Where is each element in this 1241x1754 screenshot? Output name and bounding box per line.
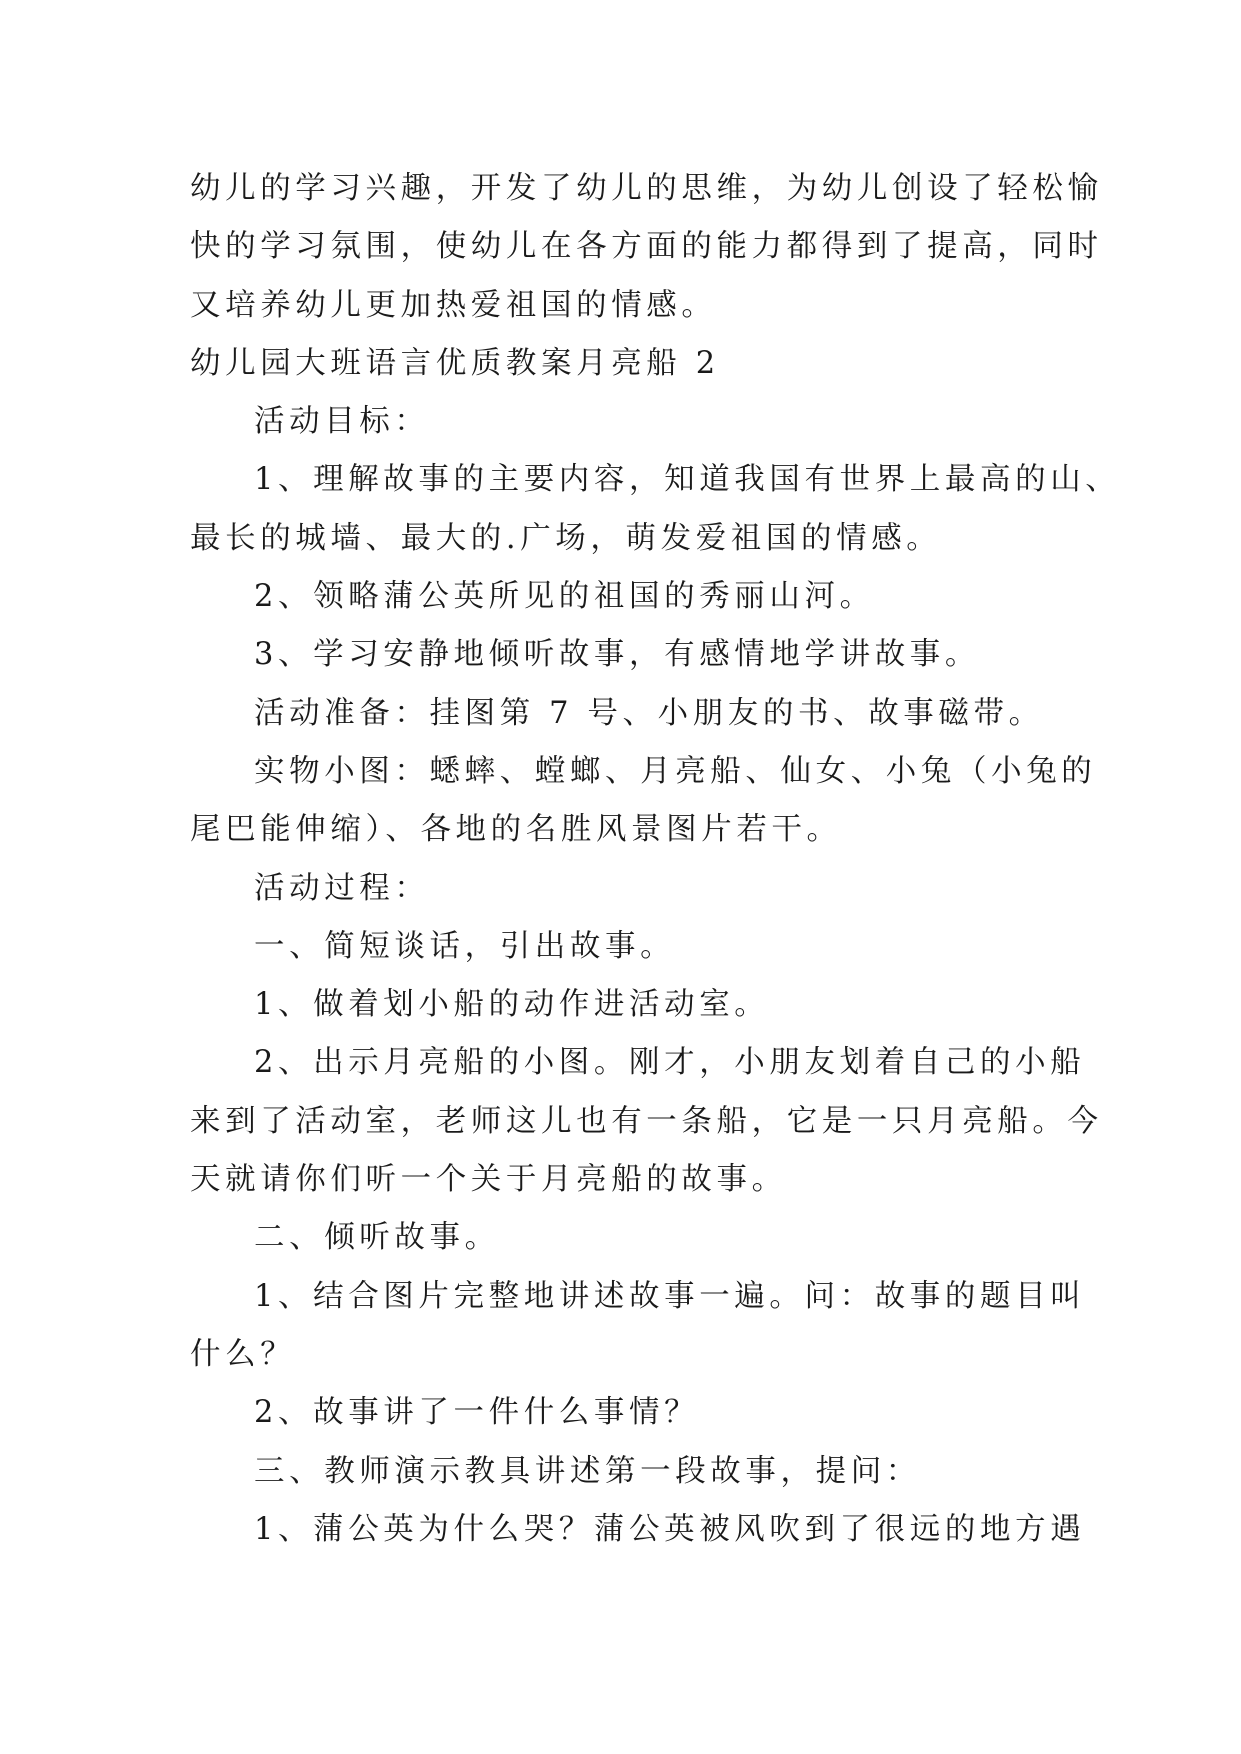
document-line: 活动准备：挂图第 7 号、小朋友的书、故事磁带。 [254,695,1044,731]
document-line: 活动过程： [254,870,430,906]
document-line: 最长的城墙、最大的.广场，萌发爱祖国的情感。 [190,520,942,556]
document-line: 3、学习安静地倾听故事，有感情地学讲故事。 [254,637,981,673]
document-line: 实物小图：蟋蟀、螳螂、月亮船、仙女、小兔（小兔的 [254,753,1097,789]
document-line: 二、倾听故事。 [254,1220,500,1256]
document-line: 尾巴能伸缩）、各地的名胜风景图片若干。 [190,812,842,848]
document-line: 1、结合图片完整地讲述故事一遍。问：故事的题目叫 [254,1278,1086,1314]
document-line: 1、做着划小船的动作进活动室。 [254,987,770,1023]
document-line: 2、领略蒲公英所见的祖国的秀丽山河。 [254,579,875,615]
document-line: 2、故事讲了一件什么事情？ [254,1395,700,1431]
document-line: 1、蒲公英为什么哭？蒲公英被风吹到了很远的地方遇 [254,1511,1086,1547]
document-line: 快的学习氛围，使幼儿在各方面的能力都得到了提高，同时 [190,229,1103,265]
document-line: 活动目标： [254,404,430,440]
document-line: 天就请你们听一个关于月亮船的故事。 [190,1162,787,1198]
document-line: 幼儿园大班语言优质教案月亮船 2 [190,345,720,381]
document-line: 幼儿的学习兴趣，开发了幼儿的思维，为幼儿创设了轻松愉 [190,171,1103,206]
document-line: 2、出示月亮船的小图。刚才，小朋友划着自己的小船 [254,1045,1086,1081]
document-line: 又培养幼儿更加热爱祖国的情感。 [190,287,717,323]
document-line: 三、教师演示教具讲述第一段故事，提问： [254,1453,921,1489]
document-line: 1、理解故事的主要内容，知道我国有世界上最高的山、 [254,462,1121,498]
document-line: 一、简短谈话，引出故事。 [254,928,676,964]
document-line: 什么？ [190,1336,296,1372]
document-body [190,160,1121,1559]
document-line: 来到了活动室，老师这儿也有一条船，它是一只月亮船。今 [190,1103,1103,1139]
